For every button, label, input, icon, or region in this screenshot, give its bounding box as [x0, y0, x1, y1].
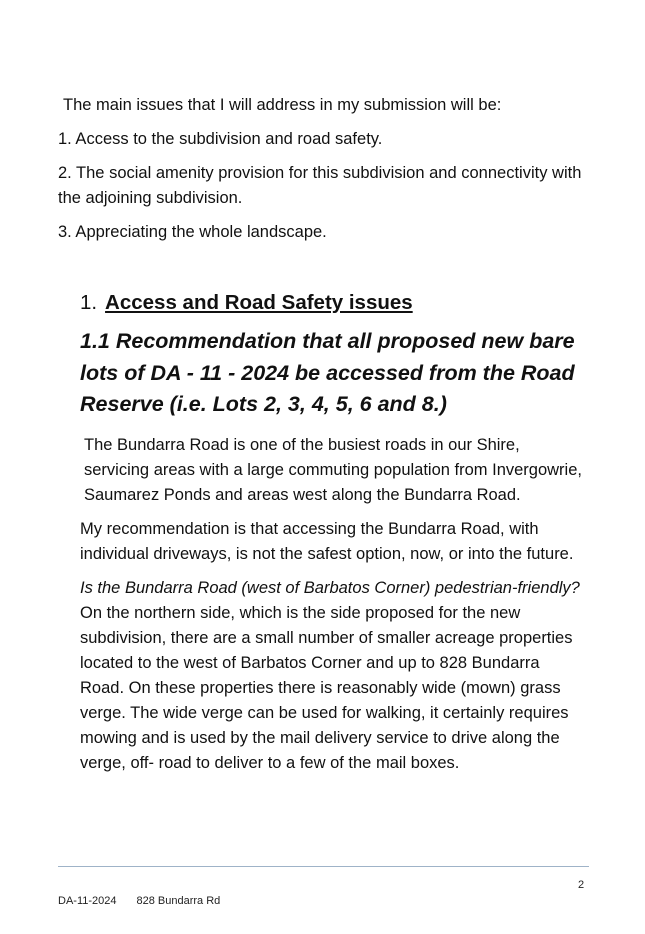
page-number: 2	[578, 879, 585, 891]
section-number: 1.	[80, 291, 98, 314]
paragraph-3-rest: On the northern side, which is the side proposed for the new subdivision, there are a small number of smaller acreage properties located to the west of Barbatos Corner and up to 828 Bundarra Road. On these properties there is reasonably wide (mown) grass verge. The wide verge can be used for walking, it certainly requires mowing and is used by the mail delivery service to drive along the verge, off- road to deliver to a few of the mail boxes.	[80, 603, 573, 772]
section-access-road-safety	[80, 290, 600, 785]
intro-item-2: 2. The social amenity provision for this subdivision and connectivity with the adjoining subdivision.	[58, 164, 582, 207]
paragraph-1: The Bundarra Road is one of the busiest roads in our Shire, servicing areas with a large commuting population from Invergowrie, Saumarez Ponds and areas west along the Bundarra Road.	[84, 435, 582, 504]
section-heading	[80, 290, 600, 316]
footer-doc-ref: DA-11-2024	[58, 895, 117, 907]
paragraph-3	[80, 576, 585, 776]
intro-block	[58, 93, 598, 254]
paragraph-3-question: Is the Bundarra Road (west of Barbatos Corner) pedestrian-friendly?	[80, 578, 580, 597]
subsection-heading: 1.1 Recommendation that all proposed new bare lots of DA - 11 - 2024 be accessed from the Road Reserve (i.e. Lots 2, 3, 4, 5, 6 and 8.)	[80, 329, 575, 416]
intro-lead: The main issues that I will address in my submission will be:	[63, 96, 502, 114]
section-body	[80, 433, 585, 776]
footer-divider	[58, 866, 589, 867]
intro-item-3: 3. Appreciating the whole landscape.	[58, 223, 327, 241]
footer-address: 828 Bundarra Rd	[136, 895, 221, 907]
section-title: Access and Road Safety issues	[105, 291, 413, 314]
paragraph-2: My recommendation is that accessing the Bundarra Road, with individual driveways, is not the safest option, now, or into the future.	[80, 519, 574, 563]
footer	[58, 895, 220, 907]
intro-item-1: 1. Access to the subdivision and road safety.	[58, 130, 383, 148]
